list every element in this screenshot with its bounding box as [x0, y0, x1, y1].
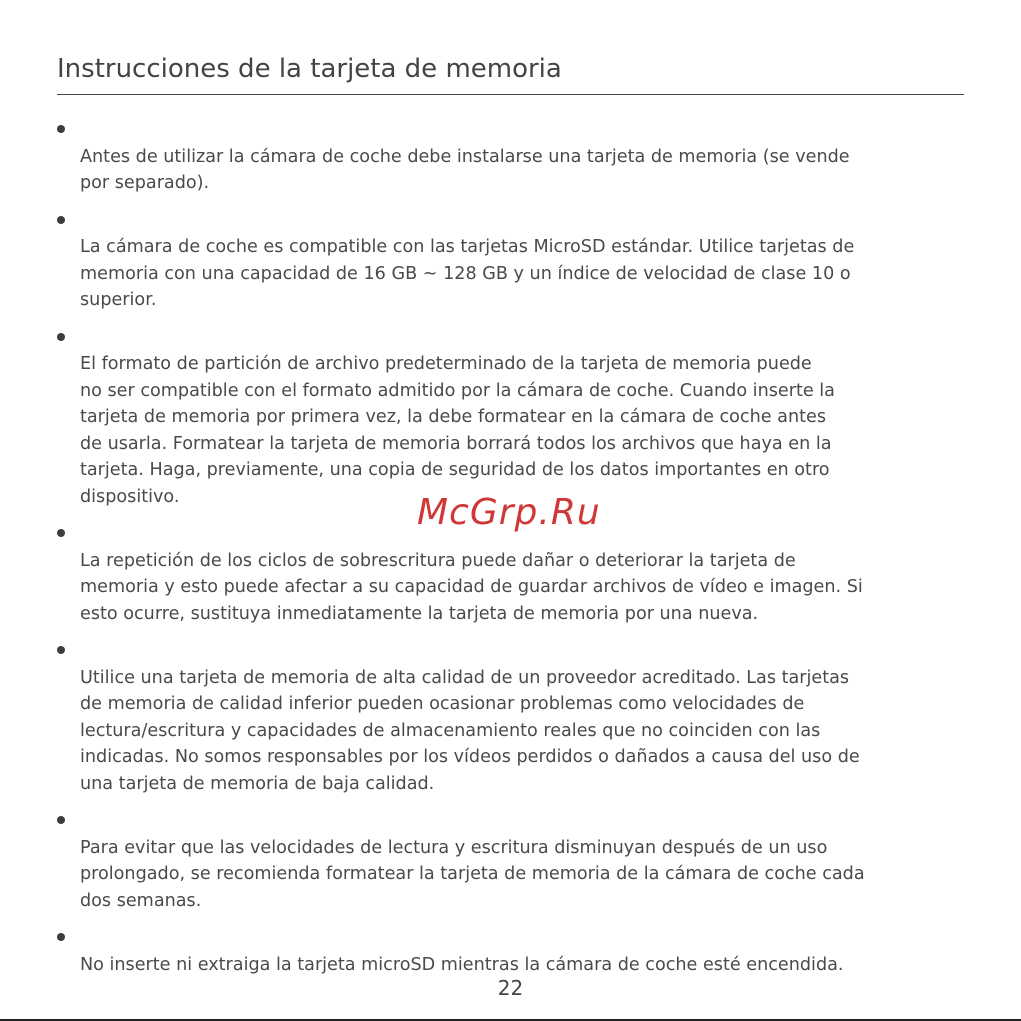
- list-item: [57, 521, 967, 627]
- list-item: [57, 208, 967, 314]
- bullet-icon: [57, 125, 65, 133]
- bullet-icon: [57, 333, 65, 341]
- bullet-icon: [57, 216, 65, 224]
- bullet-icon: [57, 816, 65, 824]
- list-item: [57, 925, 967, 978]
- list-item-text: Utilice una tarjeta de memoria de alta calidad de un proveedor acreditado. Las tarjetas de memoria de calidad inferior pueden ocasionar problemas como velocidades de lectura/escritura y capacidades de almacenamiento reales que no coinciden con las indicadas. No somos responsables por los vídeos perdidos o dañados a causa del uso de una tarjeta de memoria de baja calidad.: [80, 667, 860, 794]
- bullet-icon: [57, 646, 65, 654]
- list-item: [57, 638, 967, 797]
- list-item-text: El formato de partición de archivo predeterminado de la tarjeta de memoria puede no ser compatible con el formato admitido por la cámara de coche. Cuando inserte la tarjeta de memoria por primera vez, la debe formatear en la cámara de coche antes de usarla. Formatear la tarjeta de memoria borrará todos los archivos que haya en la tarjeta. Haga, previamente, una copia de seguridad de los datos importantes en otro dispositivo.: [80, 354, 835, 507]
- bullet-icon: [57, 933, 65, 941]
- page-number: 22: [497, 976, 524, 1000]
- bullet-icon: [57, 529, 65, 537]
- list-item-text: La repetición de los ciclos de sobrescritura puede dañar o deteriorar la tarjeta de memoria y esto puede afectar a su capacidad de guardar archivos de vídeo e imagen. Si esto ocurre, sustituya inmediatamente la tarjeta de memoria por una nueva.: [80, 550, 863, 624]
- instructions-list: [57, 117, 967, 989]
- list-item: [57, 325, 967, 511]
- watermark: McGrp.Ru: [417, 492, 601, 533]
- list-item-text: Antes de utilizar la cámara de coche debe instalarse una tarjeta de memoria (se vende por separado).: [80, 146, 850, 193]
- list-item-text: La cámara de coche es compatible con las tarjetas MicroSD estándar. Utilice tarjetas de memoria con una capacidad de 16 GB ~ 128 GB y un índice de velocidad de clase 10 o superior.: [80, 237, 855, 310]
- list-item: [57, 117, 967, 197]
- list-item: [57, 808, 967, 914]
- title-underline: [57, 94, 964, 95]
- list-item-text: Para evitar que las velocidades de lectura y escritura disminuyan después de un uso prolongado, se recomienda formatear la tarjeta de memoria de la cámara de coche cada dos semanas.: [80, 837, 865, 911]
- list-item-text: No inserte ni extraiga la tarjeta microSD mientras la cámara de coche esté encendida.: [80, 954, 844, 975]
- page-title: Instrucciones de la tarjeta de memoria: [57, 54, 562, 84]
